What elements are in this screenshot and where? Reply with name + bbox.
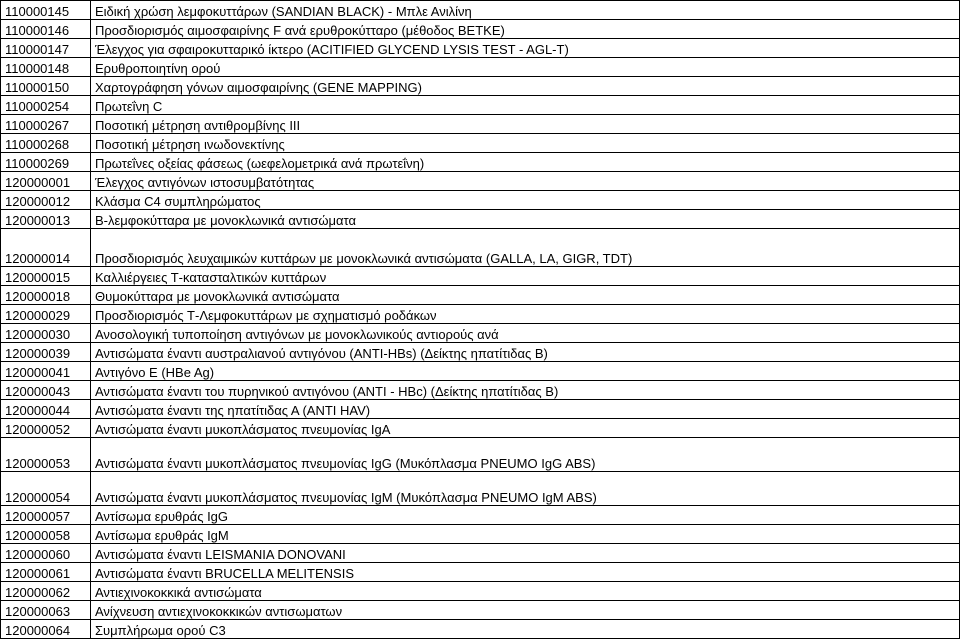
- code-cell: 120000060: [1, 544, 91, 563]
- code-cell: 120000001: [1, 172, 91, 191]
- table-row: [1, 210, 960, 229]
- description-cell: Αντισώματα έναντι LEISMANIA DONOVANI: [91, 544, 960, 563]
- code-cell: 120000064: [1, 620, 91, 639]
- table-row: [1, 20, 960, 39]
- description-cell: Αντίσωμα ερυθράς IgG: [91, 506, 960, 525]
- code-cell: 110000267: [1, 115, 91, 134]
- table-row: [1, 506, 960, 525]
- code-cell: 120000013: [1, 210, 91, 229]
- description-cell: Προσδιορισμός αιμοσφαιρίνης F ανά ερυθροκύτταρο (μέθοδος BETKE): [91, 20, 960, 39]
- table-row: [1, 229, 960, 267]
- description-cell: Ποσοτική μέτρηση ινωδονεκτίνης: [91, 134, 960, 153]
- description-cell: Έλεγχος αντιγόνων ιστοσυμβατότητας: [91, 172, 960, 191]
- description-cell: Καλλιέργειες Τ-κατασταλτικών κυττάρων: [91, 267, 960, 286]
- code-cell: 120000044: [1, 400, 91, 419]
- table-row: [1, 438, 960, 472]
- description-cell: Αντιγόνο Ε (HBe Ag): [91, 362, 960, 381]
- table-row: [1, 58, 960, 77]
- table-row: [1, 153, 960, 172]
- table-row: [1, 419, 960, 438]
- description-cell: Ανοσολογική τυποποίηση αντιγόνων με μονοκλωνικούς αντιορούς ανά: [91, 324, 960, 343]
- description-cell: Συμπλήρωμα ορού C3: [91, 620, 960, 639]
- code-cell: 120000062: [1, 582, 91, 601]
- description-cell: Αντισώματα έναντι μυκοπλάσματος πνευμονίας IgA: [91, 419, 960, 438]
- code-cell: 120000053: [1, 438, 91, 472]
- table-row: [1, 563, 960, 582]
- description-cell: Πρωτεΐνες οξείας φάσεως (ωεφελομετρικά ανά πρωτεΐνη): [91, 153, 960, 172]
- description-cell: Έλεγχος για σφαιροκυτταρικό ίκτερο (ACITIFIED GLYCEND LYSIS TEST - AGL-T): [91, 39, 960, 58]
- code-cell: 110000269: [1, 153, 91, 172]
- description-cell: Αντιεχινοκοκκικά αντισώματα: [91, 582, 960, 601]
- description-cell: Αντισώματα έναντι της ηπατίτιδας Α (ANTI HAV): [91, 400, 960, 419]
- code-cell: 110000147: [1, 39, 91, 58]
- code-cell: 110000146: [1, 20, 91, 39]
- table-row: [1, 134, 960, 153]
- table-row: [1, 620, 960, 639]
- code-cell: 110000148: [1, 58, 91, 77]
- table-row: [1, 115, 960, 134]
- table-row: [1, 472, 960, 506]
- code-cell: 120000012: [1, 191, 91, 210]
- codes-table-body: [1, 1, 960, 639]
- table-row: [1, 362, 960, 381]
- description-cell: Β-λεμφοκύτταρα με μονοκλωνικά αντισώματα: [91, 210, 960, 229]
- description-cell: Θυμοκύτταρα με μονοκλωνικά αντισώματα: [91, 286, 960, 305]
- code-cell: 120000014: [1, 229, 91, 267]
- description-cell: Ανίχνευση αντιεχινοκοκκικών αντισωματων: [91, 601, 960, 620]
- code-cell: 120000018: [1, 286, 91, 305]
- table-row: [1, 1, 960, 20]
- description-cell: Αντίσωμα ερυθράς IgM: [91, 525, 960, 544]
- table-row: [1, 544, 960, 563]
- code-cell: 110000150: [1, 77, 91, 96]
- code-cell: 120000054: [1, 472, 91, 506]
- code-cell: 120000015: [1, 267, 91, 286]
- description-cell: Χαρτογράφηση γόνων αιμοσφαιρίνης (GENE MAPPING): [91, 77, 960, 96]
- table-row: [1, 582, 960, 601]
- table-row: [1, 381, 960, 400]
- description-cell: Ποσοτική μέτρηση αντιθρομβίνης ΙΙΙ: [91, 115, 960, 134]
- description-cell: Ερυθροποιητίνη ορού: [91, 58, 960, 77]
- description-cell: Ειδική χρώση λεμφοκυττάρων (SANDIAN BLACK) - Μπλε Ανιλίνη: [91, 1, 960, 20]
- description-cell: Κλάσμα C4 συμπληρώματος: [91, 191, 960, 210]
- table-row: [1, 305, 960, 324]
- code-cell: 120000063: [1, 601, 91, 620]
- code-cell: 120000061: [1, 563, 91, 582]
- code-cell: 120000029: [1, 305, 91, 324]
- description-cell: Αντισώματα έναντι μυκοπλάσματος πνευμονίας IgM (Μυκόπλασμα PNEUMO IgM ABS): [91, 472, 960, 506]
- description-cell: Προσδιορισμός λευχαιμικών κυττάρων με μονοκλωνικά αντισώματα (GALLA, LA, GIGR, TDT): [91, 229, 960, 267]
- table-row: [1, 525, 960, 544]
- code-cell: 110000145: [1, 1, 91, 20]
- table-row: [1, 96, 960, 115]
- table-row: [1, 39, 960, 58]
- description-cell: Προσδιορισμός Τ-Λεμφοκυττάρων με σχηματισμό ροδάκων: [91, 305, 960, 324]
- table-row: [1, 601, 960, 620]
- code-cell: 120000041: [1, 362, 91, 381]
- code-cell: 120000057: [1, 506, 91, 525]
- description-cell: Πρωτεΐνη C: [91, 96, 960, 115]
- code-cell: 110000254: [1, 96, 91, 115]
- table-row: [1, 191, 960, 210]
- code-cell: 120000039: [1, 343, 91, 362]
- table-row: [1, 267, 960, 286]
- description-cell: Αντισώματα έναντι μυκοπλάσματος πνευμονίας IgG (Μυκόπλασμα PNEUMO IgG ABS): [91, 438, 960, 472]
- table-row: [1, 400, 960, 419]
- code-cell: 110000268: [1, 134, 91, 153]
- table-row: [1, 77, 960, 96]
- description-cell: Αντισώματα έναντι αυστραλιανού αντιγόνου (ANTI-HBs) (Δείκτης ηπατίτιδας Β): [91, 343, 960, 362]
- code-cell: 120000030: [1, 324, 91, 343]
- table-row: [1, 343, 960, 362]
- table-row: [1, 286, 960, 305]
- description-cell: Αντισώματα έναντι BRUCELLA MELITENSIS: [91, 563, 960, 582]
- table-row: [1, 172, 960, 191]
- description-cell: Αντισώματα έναντι του πυρηνικού αντιγόνου (ANTI - HBc) (Δείκτης ηπατίτιδας Β): [91, 381, 960, 400]
- code-cell: 120000052: [1, 419, 91, 438]
- table-row: [1, 324, 960, 343]
- code-cell: 120000058: [1, 525, 91, 544]
- code-cell: 120000043: [1, 381, 91, 400]
